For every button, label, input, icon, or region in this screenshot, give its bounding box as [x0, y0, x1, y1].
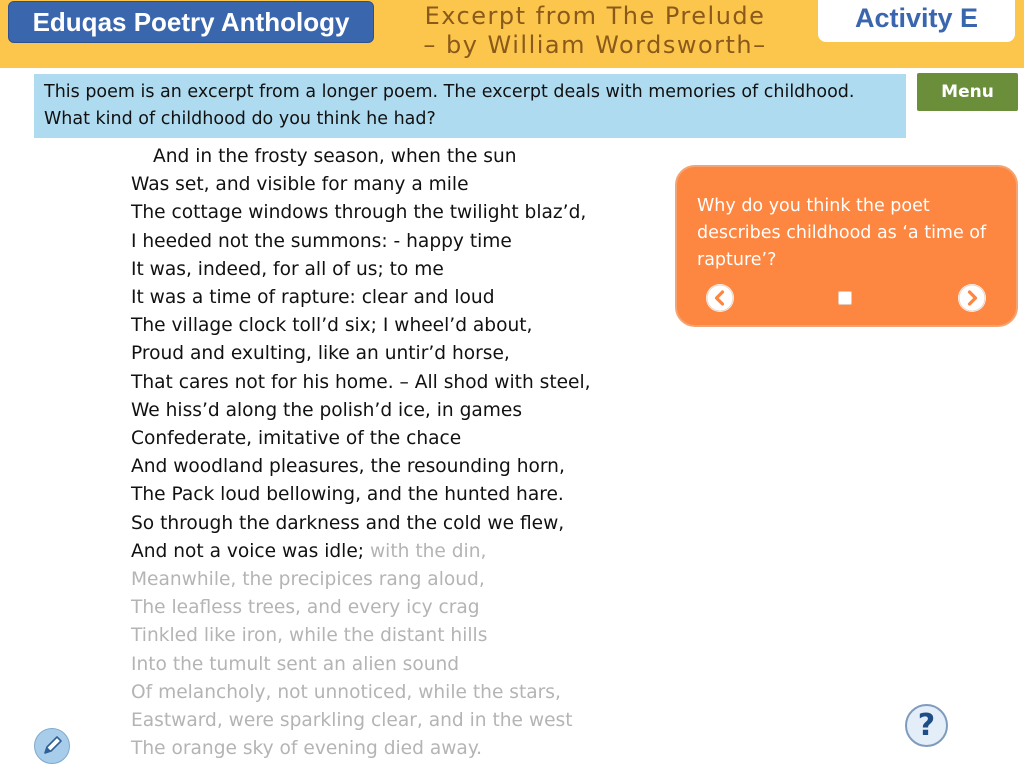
poem-line-faded: Tinkled like iron, while the distant hills: [131, 625, 488, 647]
menu-button[interactable]: Menu: [917, 73, 1018, 111]
activity-label: Activity E: [818, 0, 1015, 42]
help-icon: ?: [917, 707, 936, 743]
poem-line-split: [131, 538, 651, 566]
poem-line: I heeded not the summons: - happy time: [131, 230, 512, 252]
title-line-2: – by William Wordsworth–: [423, 31, 767, 59]
poem-line: The cottage windows through the twilight blaz’d,: [131, 202, 587, 224]
question-card: [675, 165, 1018, 327]
poem-line-faded: Of melancholy, not unnoticed, while the stars,: [131, 681, 561, 703]
chevron-right-icon: [958, 284, 986, 312]
poem-line: And woodland pleasures, the resounding horn,: [131, 456, 565, 478]
poem-line: That cares not for his home. – All shod with steel,: [131, 371, 591, 393]
help-button[interactable]: [905, 704, 948, 747]
poem-line: Was set, and visible for many a mile: [131, 174, 469, 196]
poem-line: It was a time of rapture: clear and loud: [131, 287, 495, 309]
title-line-1: Excerpt from The Prelude: [424, 2, 766, 30]
poem-line: And in the frosty season, when the sun: [153, 146, 517, 167]
poem-line: It was, indeed, for all of us; to me: [131, 258, 444, 280]
poem-line: Proud and exulting, like an untir’d horse,: [131, 343, 510, 365]
pencil-icon: [35, 729, 69, 763]
poem-line: Confederate, imitative of the chace: [131, 428, 462, 450]
poem-line: We hiss’d along the polish’d ice, in games: [131, 399, 523, 421]
poem-line-faded: The leafless trees, and every icy crag: [131, 597, 480, 619]
progress-dot: [838, 291, 852, 305]
page-title: [400, 2, 790, 60]
brand-title: Eduqas Poetry Anthology: [8, 1, 374, 43]
previous-button[interactable]: [706, 284, 734, 312]
poem-text: [131, 143, 651, 763]
poem-line-faded: The orange sky of evening died away.: [131, 738, 483, 760]
next-button[interactable]: [958, 284, 986, 312]
poem-line: So through the darkness and the cold we flew,: [131, 512, 565, 534]
poem-line: The Pack loud bellowing, and the hunted hare.: [131, 484, 564, 506]
poem-line-faded: Meanwhile, the precipices rang aloud,: [131, 569, 485, 591]
poem-line-faded-segment: with the din,: [364, 540, 487, 562]
poem-line: The village clock toll’d six; I wheel’d about,: [131, 315, 533, 337]
intro-panel: This poem is an excerpt from a longer poem. The excerpt deals with memories of childhood. What kind of childhood do you think he had?: [34, 74, 906, 138]
poem-line-faded: Eastward, were sparkling clear, and in the west: [131, 710, 573, 732]
question-text: Why do you think the poet describes childhood as ‘a time of rapture’?: [697, 196, 987, 270]
chevron-left-icon: [706, 284, 734, 312]
poem-line-faded: Into the tumult sent an alien sound: [131, 653, 460, 675]
poem-line-segment: And not a voice was idle;: [131, 540, 365, 562]
pencil-button[interactable]: [34, 728, 70, 764]
